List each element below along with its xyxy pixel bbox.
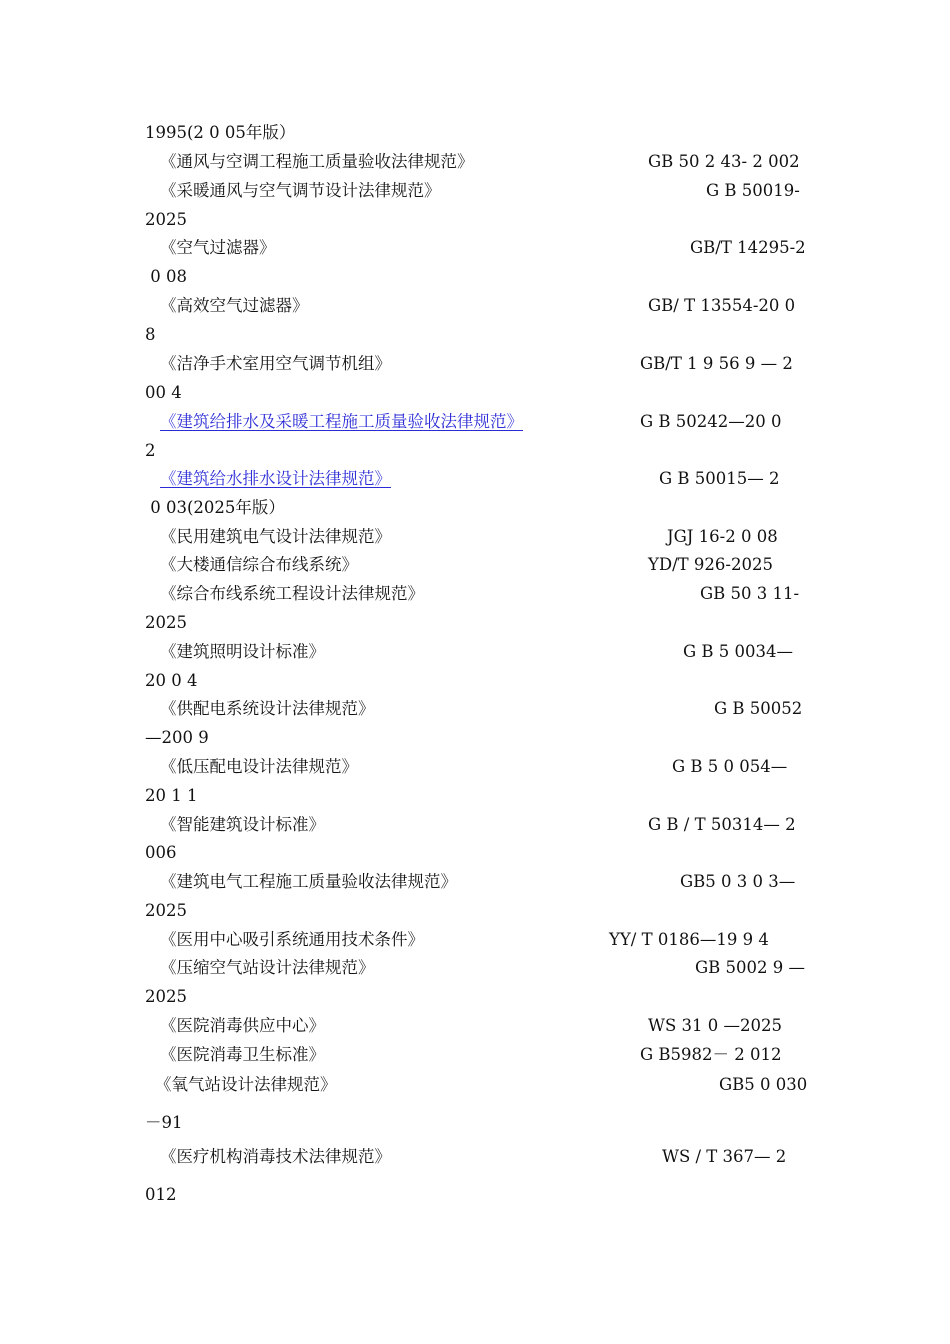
line-continuation: 012 xyxy=(145,1185,177,1204)
standard-code: GB5 0 030 xyxy=(719,1075,808,1094)
standard-code: GB5 0 3 0 3— xyxy=(680,872,796,891)
standard-code: WS 31 0 —2025 xyxy=(648,1016,782,1035)
standard-title: 《大楼通信综合布线系统》 xyxy=(160,555,358,574)
standard-title: 《智能建筑设计标准》 xyxy=(160,815,325,834)
line-continuation: 1995(2 0 05年版） xyxy=(145,123,296,142)
standard-code: G B5982－ 2 012 xyxy=(640,1045,782,1064)
line-continuation: 20 1 1 xyxy=(145,786,198,805)
standard-title: 《压缩空气站设计法律规范》 xyxy=(160,958,375,977)
standard-code: G B 50015— 2 xyxy=(659,469,780,488)
standard-title: 《低压配电设计法律规范》 xyxy=(160,757,358,776)
standard-title: 《医疗机构消毒技术法律规范》 xyxy=(160,1147,391,1166)
standard-title: 《高效空气过滤器》 xyxy=(160,296,309,315)
standard-code: G B 50242—20 0 xyxy=(640,412,782,431)
line-continuation: 0 03(2025年版） xyxy=(145,498,285,517)
line-continuation: 2025 xyxy=(145,210,187,229)
standard-title: 《氧气站设计法律规范》 xyxy=(155,1075,337,1094)
line-continuation: 2025 xyxy=(145,901,187,920)
standard-title: 《建筑电气工程施工质量验收法律规范》 xyxy=(160,872,457,891)
standard-code: G B / T 50314— 2 xyxy=(648,815,796,834)
standard-code: GB/T 14295-2 xyxy=(690,238,806,257)
standard-title: 《空气过滤器》 xyxy=(160,238,276,257)
line-continuation: 2 xyxy=(145,441,156,460)
standard-code: GB 50 3 11- xyxy=(700,584,800,603)
standard-code: G B 5 0 054— xyxy=(672,757,788,776)
standard-title: 《供配电系统设计法律规范》 xyxy=(160,699,375,718)
standard-code: GB/ T 13554-20 0 xyxy=(648,296,796,315)
line-continuation: 006 xyxy=(145,843,177,862)
standard-code: G B 50052 xyxy=(714,699,803,718)
standard-title-link[interactable]: 《建筑给排水及采暖工程施工质量验收法律规范》 xyxy=(160,412,523,431)
standard-code: YY/ T 0186—19 9 4 xyxy=(609,930,769,949)
line-continuation: 8 xyxy=(145,325,156,344)
line-continuation: －91 xyxy=(145,1113,183,1132)
standard-code: G B 50019- xyxy=(706,181,800,200)
standard-title: 《综合布线系统工程设计法律规范》 xyxy=(160,584,424,603)
line-continuation: 0 08 xyxy=(145,267,187,286)
standard-title: 《民用建筑电气设计法律规范》 xyxy=(160,527,391,546)
standard-title: 《医院消毒供应中心》 xyxy=(160,1016,325,1035)
standard-code: YD/T 926-2025 xyxy=(648,555,773,574)
standard-title: 《洁净手术室用空气调节机组》 xyxy=(160,354,391,373)
standard-code: G B 5 0034— xyxy=(683,642,794,661)
standard-code: GB 50 2 43- 2 002 xyxy=(648,152,800,171)
standard-title: 《建筑照明设计标准》 xyxy=(160,642,325,661)
standard-title: 《通风与空调工程施工质量验收法律规范》 xyxy=(160,152,474,171)
standard-code: JGJ 16-2 0 08 xyxy=(667,527,778,546)
standard-code: GB 5002 9 — xyxy=(695,958,806,977)
standard-code: GB/T 1 9 56 9 — 2 xyxy=(640,354,793,373)
standard-title: 《医院消毒卫生标准》 xyxy=(160,1045,325,1064)
line-continuation: 00 4 xyxy=(145,383,182,402)
line-continuation: 2025 xyxy=(145,987,187,1006)
standard-title: 《医用中心吸引系统通用技术条件》 xyxy=(160,930,424,949)
standard-code: WS / T 367— 2 xyxy=(662,1147,787,1166)
line-continuation: —200 9 xyxy=(145,728,209,747)
line-continuation: 2025 xyxy=(145,613,187,632)
standard-title: 《采暖通风与空气调节设计法律规范》 xyxy=(160,181,441,200)
standard-title-link[interactable]: 《建筑给水排水设计法律规范》 xyxy=(160,469,391,488)
line-continuation: 20 0 4 xyxy=(145,671,198,690)
